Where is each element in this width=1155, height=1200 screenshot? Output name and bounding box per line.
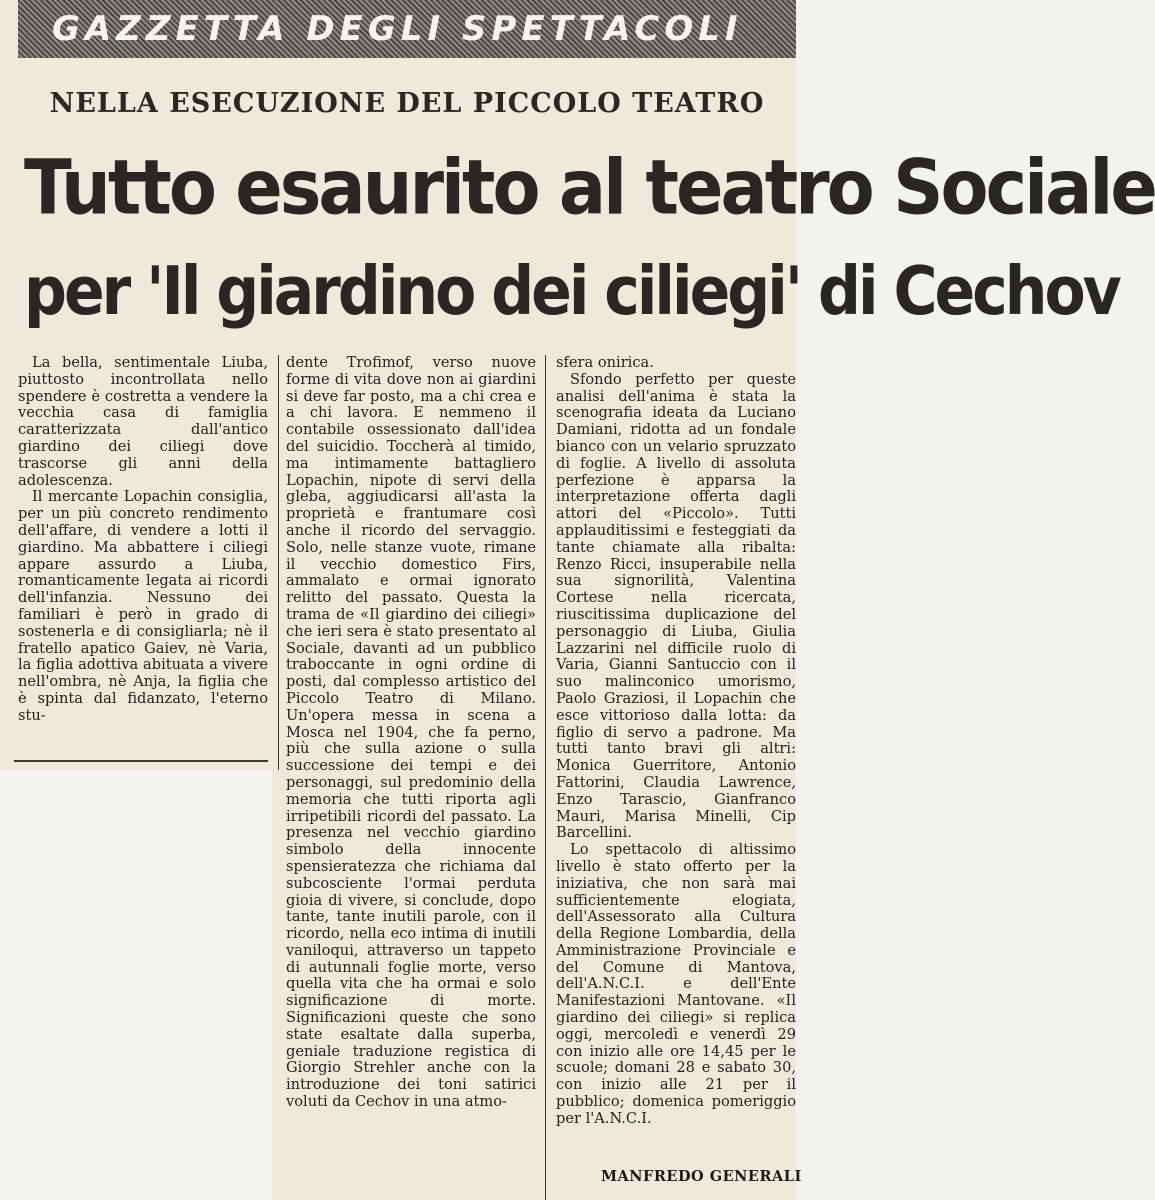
column-rule <box>545 355 546 1200</box>
paragraph: La bella, sentimentale Liuba, piuttosto incontrollata nello spendere è costretta a vendere la vecchia casa di famiglia caratterizzata dall'antico giardino dei ciliegi dove trascorse gli anni della adolescenza. <box>18 354 268 489</box>
paragraph: dente Trofimof, verso nuove forme di vita dove non ai giardini si deve far posto, ma a chi crea e a chi lavora. E nemmeno il contabile ossessionato dall'idea del suicidio. Toccherà al timido, ma intimamente battagliero Lopachin, nipote di servi della gleba, aggiudicarsi all'asta la proprietà e frantumare così anche il ricordo del servaggio. Solo, nelle stanze vuote, rimane il vecchio domestico Firs, ammalato e ormai ignorato relitto del passato. Questa la trama de «Il giardino dei ciliegi» che ieri sera è stato presentato al Sociale, davanti ad un pubblico traboccante in ogni ordine di posti, dal complesso artistico del Piccolo Teatro di Milano. Un'opera messa in scena a Mosca nel 1904, che fa perno, più che sulla azione o sulla successione dei tempi e dei personaggi, sul predominio della memoria che tutti riporta agli irripetibili ricordi del passato. La presenza nel vecchio giardino simbolo della innocente spensieratezza che richiama dal subcosciente l'ormai perduta gioia di vivere, si conclude, dopo tante, tante inutili parole, con il ricordo, nella eco intima di inutili vaniloqui, attraverso un tappeto di autunnali foglie morte, verso quella vita che ha ormai e solo significazione di morte. Significazioni queste che sono state esaltate dalla superba, geniale traduzione registica di Giorgio Strehler anche con la introduzione dei toni satirici voluti da Cechov in una atmo- <box>286 354 536 1111</box>
article-column-2 <box>286 355 536 1111</box>
kicker-title: NELLA ESECUZIONE DEL PICCOLO TEATRO <box>49 88 765 119</box>
paragraph: Il mercante Lopachin consiglia, per un più concreto rendimento dell'affare, di vendere a lotti il giardino. Ma abbattere i ciliegi appare assurdo a Liuba, romanticamente legata ai ricordi dell'infanzia. Nessuno dei familiari è però in grado di sostenerla e di consigliarla; nè il fratello apatico Gaiev, nè Varia, la figlia adottiva abituata a vivere nell'ombra, nè Anja, la figlia che è spinta dal fidanzato, l'eterno stu- <box>18 488 268 724</box>
article-column-1 <box>18 355 268 725</box>
headline-line-2: per 'Il giardino dei ciliegi' di Cechov <box>24 252 1119 331</box>
author-byline: MANFREDO GENERALI <box>601 1168 802 1185</box>
column-rule <box>278 355 279 770</box>
article-column-3 <box>556 355 796 1128</box>
paragraph: Sfondo perfetto per queste analisi dell'anima è stata la scenografia ideata da Luciano Damiani, ridotta ad un fondale bianco con un velario spruzzato di foglie. A livello di assoluta perfezione è apparsa la interpretazione offerta dagli attori del «Piccolo». Tutti applauditissimi e festeggiati da tante chiamate alla ribalta: Renzo Ricci, insuperabile nella sua signorilità, Valentina Cortese nella ricercata, riuscitissima duplicazione del personaggio di Liuba, Giulia Lazzarini nel difficile ruolo di Varia, Gianni Santuccio con il suo malinconico umorismo, Paolo Graziosi, il Lopachin che esce vittorioso dalla lotta: da figlio di servo a padrone. Ma tutti tanto bravi gli altri: Monica Guerritore, Antonio Fattorini, Claudia Lawrence, Enzo Tarascio, Gianfranco Mauri, Marisa Minelli, Cip Barcellini. <box>556 370 796 842</box>
masthead-band: GAZZETTA DEGLI SPETTACOLI <box>18 0 796 58</box>
headline-line-1: Tutto esaurito al teatro Sociale <box>24 143 1155 233</box>
paragraph: sfera onirica. <box>556 354 654 371</box>
end-rule <box>14 760 268 762</box>
clipping-background <box>0 770 272 1200</box>
paragraph: Lo spettacolo di altissimo livello è stato offerto per la iniziativa, che non sarà mai sufficientemente elogiata, dell'Assessorato alla Cultura della Regione Lombardia, della Amministrazione Provinciale e del Comune di Mantova, dell'A.N.C.I. e dell'Ente Manifestazioni Mantovane. «Il giardino dei ciliegi» si replica oggi, mercoledì e venerdì 29 con inizio alle ore 14,45 per le scuole; domani 28 e sabato 30, con inizio alle 21 per il pubblico; domenica pomeriggio per l'A.N.C.I. <box>556 841 796 1127</box>
